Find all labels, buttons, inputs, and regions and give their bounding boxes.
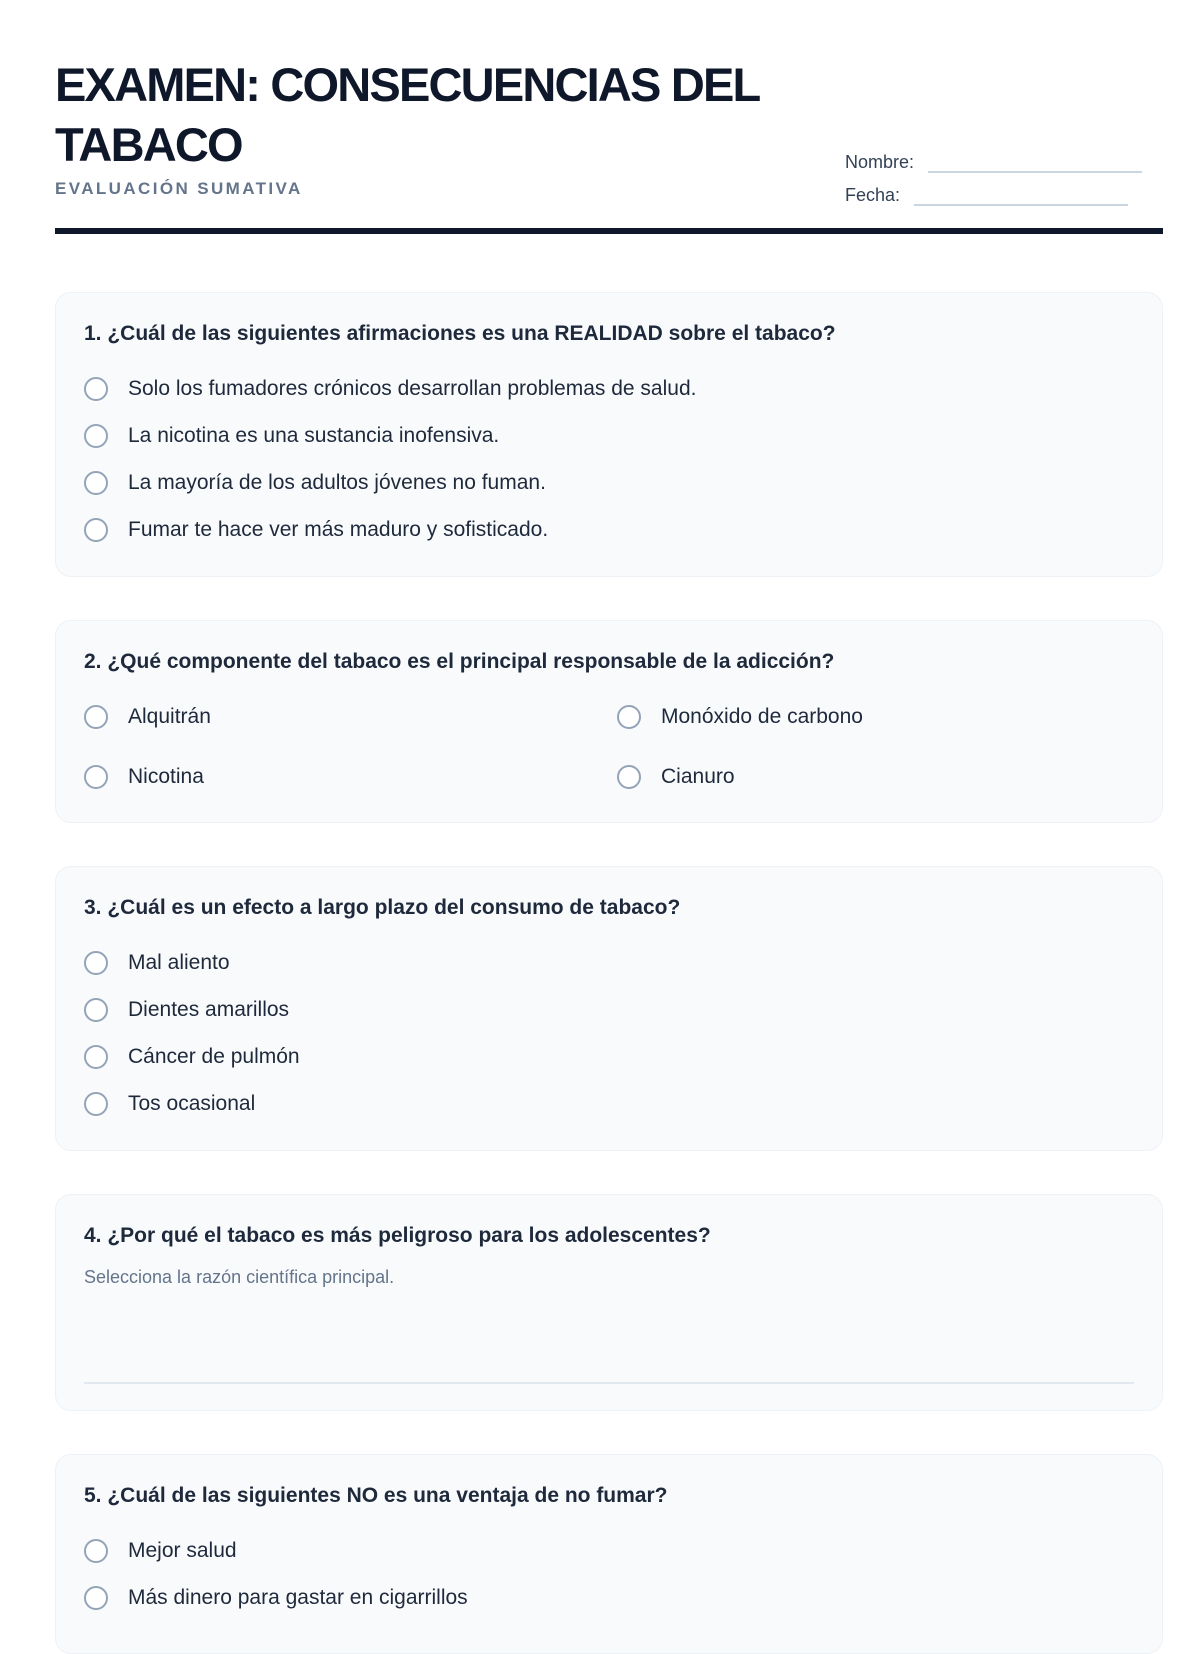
option-label: Dientes amarillos <box>128 997 290 1021</box>
option[interactable] <box>84 365 1134 412</box>
option-label: Mejor salud <box>128 1538 237 1562</box>
option[interactable] <box>84 753 617 800</box>
question-text: 1. ¿Cuál de las siguientes afirmaciones es una REALIDAD sobre el tabaco? <box>84 322 836 345</box>
option-label: La mayoría de los adultos jóvenes no fuman. <box>128 470 546 494</box>
question-card-5 <box>55 1454 1163 1654</box>
radio-button[interactable] <box>617 765 641 789</box>
date-field[interactable] <box>914 186 1128 206</box>
radio-button[interactable] <box>84 951 108 975</box>
question-text: 3. ¿Cuál es un efecto a largo plazo del consumo de tabaco? <box>84 896 681 919</box>
option[interactable] <box>84 986 1134 1033</box>
option[interactable] <box>84 1033 1134 1080</box>
radio-button[interactable] <box>84 998 108 1022</box>
question-text: 4. ¿Por qué el tabaco es más peligroso para los adolescentes? <box>84 1224 711 1247</box>
student-info <box>845 140 1142 206</box>
question-card-3 <box>55 866 1163 1151</box>
option-label: Monóxido de carbono <box>661 704 863 728</box>
option-label: Alquitrán <box>128 704 211 728</box>
radio-button[interactable] <box>84 471 108 495</box>
answer-line[interactable] <box>84 1382 1134 1384</box>
name-field[interactable] <box>928 153 1142 173</box>
option-label: Cianuro <box>661 764 735 788</box>
radio-button[interactable] <box>84 1092 108 1116</box>
option-label: Mal aliento <box>128 950 230 974</box>
radio-button[interactable] <box>84 765 108 789</box>
option-label: Tos ocasional <box>128 1091 256 1115</box>
radio-button[interactable] <box>84 1045 108 1069</box>
exam-header <box>55 55 1163 238</box>
option[interactable] <box>617 753 1150 800</box>
page-subtitle: EVALUACIÓN SUMATIVA <box>55 179 303 198</box>
name-label: Nombre: <box>845 152 915 172</box>
radio-button[interactable] <box>84 1539 108 1563</box>
question-text: 5. ¿Cuál de las siguientes NO es una ventaja de no fumar? <box>84 1484 668 1507</box>
option-label: La nicotina es una sustancia inofensiva. <box>128 423 500 447</box>
option-label: Más dinero para gastar en cigarrillos <box>128 1585 468 1609</box>
option[interactable] <box>84 506 1134 553</box>
radio-button[interactable] <box>84 518 108 542</box>
question-card-4 <box>55 1194 1163 1411</box>
option[interactable] <box>84 459 1134 506</box>
page-title: EXAMEN: CONSECUENCIAS DEL TABACO <box>55 58 759 171</box>
radio-button[interactable] <box>84 705 108 729</box>
radio-button[interactable] <box>617 705 641 729</box>
radio-button[interactable] <box>84 377 108 401</box>
option[interactable] <box>84 1080 1134 1127</box>
option[interactable] <box>84 939 1134 986</box>
option[interactable] <box>84 412 1134 459</box>
radio-button[interactable] <box>84 1586 108 1610</box>
option-label: Solo los fumadores crónicos desarrollan problemas de salud. <box>128 376 697 400</box>
radio-button[interactable] <box>84 424 108 448</box>
question-text: 2. ¿Qué componente del tabaco es el principal responsable de la adicción? <box>84 650 835 673</box>
option[interactable] <box>617 693 1150 740</box>
option[interactable] <box>84 1574 1134 1621</box>
question-hint: Selecciona la razón científica principal. <box>84 1267 395 1287</box>
option-label: Cáncer de pulmón <box>128 1044 300 1068</box>
option[interactable] <box>84 693 617 740</box>
question-card-1 <box>55 292 1163 577</box>
option[interactable] <box>84 1527 1134 1574</box>
option-label: Fumar te hace ver más maduro y sofisticado. <box>128 517 549 541</box>
question-card-2 <box>55 620 1163 823</box>
option-label: Nicotina <box>128 764 204 788</box>
header-divider <box>55 228 1163 234</box>
date-label: Fecha: <box>845 185 901 205</box>
